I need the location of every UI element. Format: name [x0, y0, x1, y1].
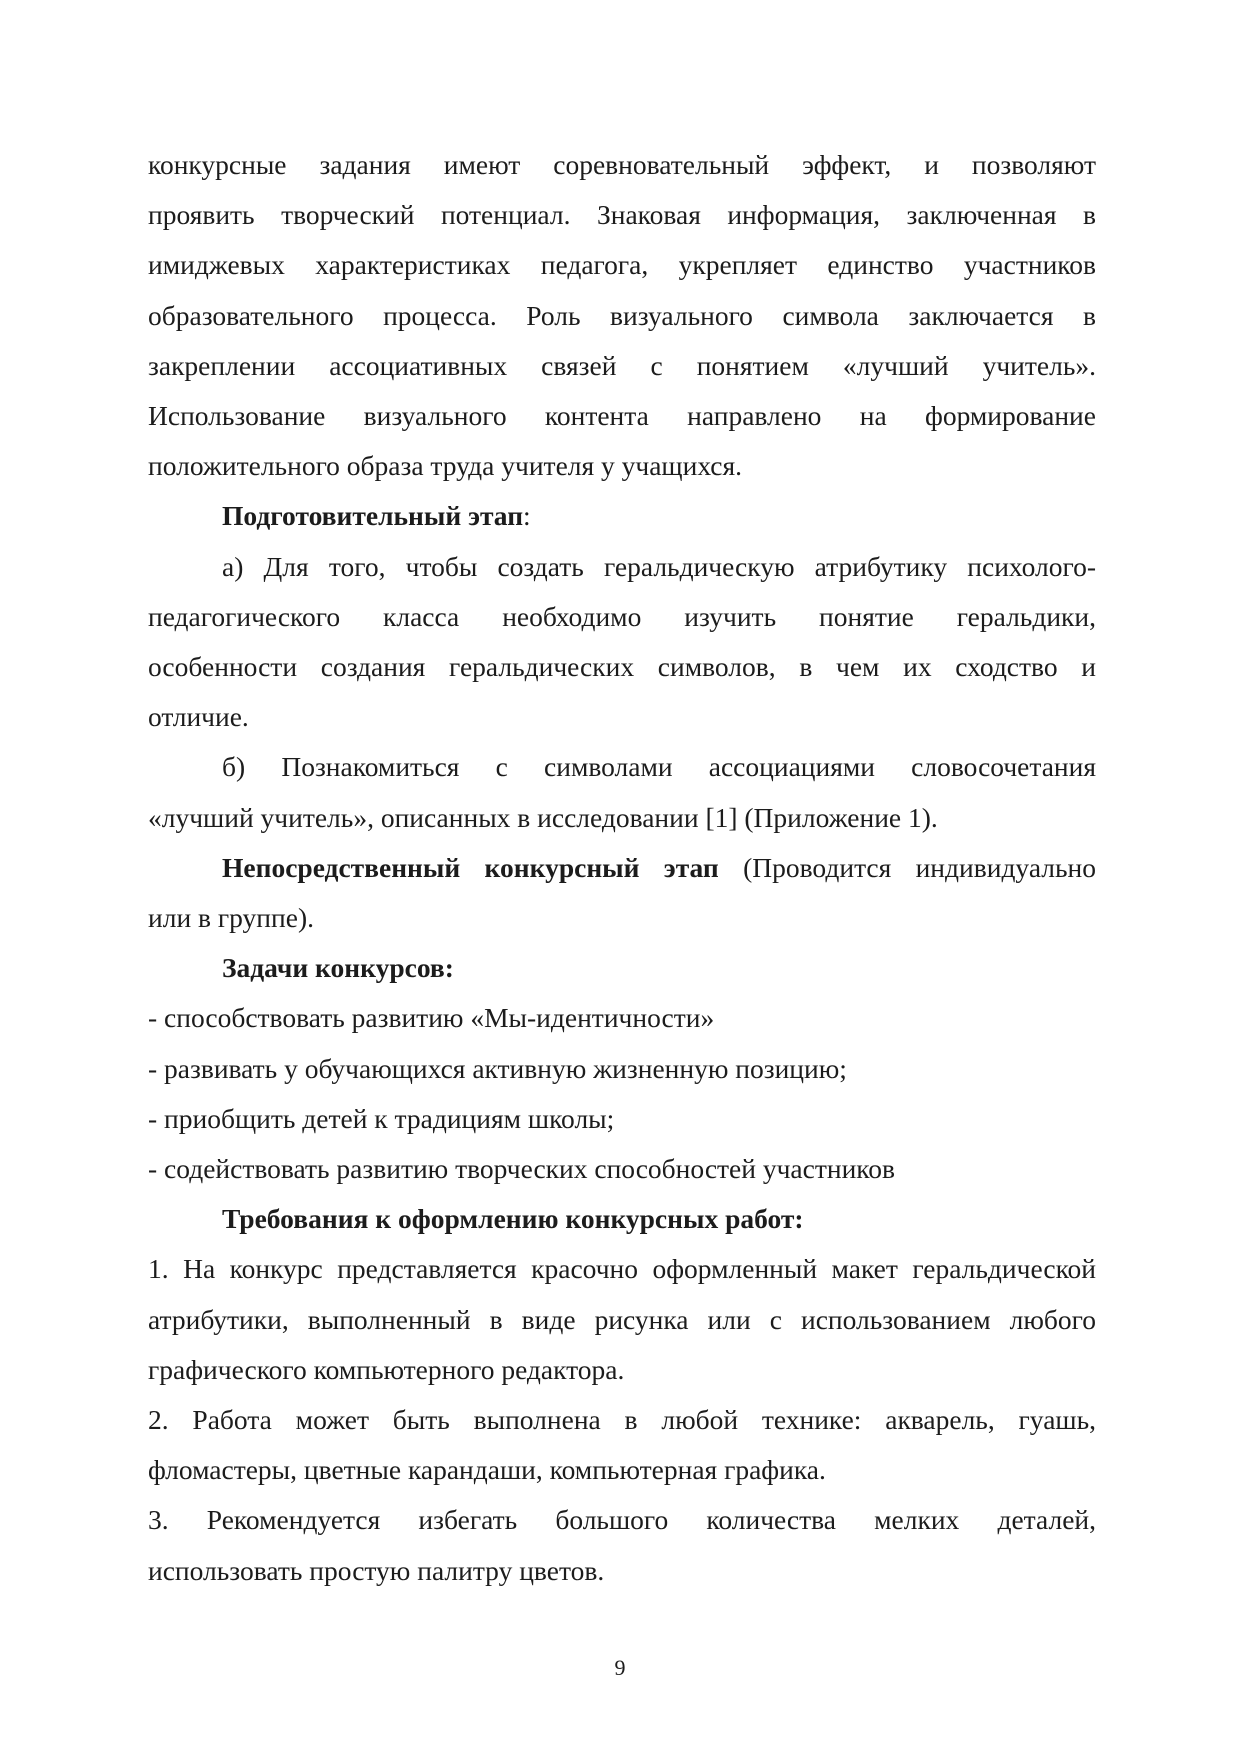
tasks-list	[148, 993, 1096, 1194]
text-line	[148, 843, 1096, 893]
text-line: имиджевых характеристиках педагога, укрепляет единство участников	[148, 249, 1096, 281]
requirement-item-3	[148, 1495, 1096, 1595]
text-line: 3. Рекомендуется избегать большого количества мелких деталей,	[148, 1504, 1096, 1536]
list-item: - развивать у обучающихся активную жизненную позицию;	[148, 1052, 847, 1084]
prep-stage-heading-text: Подготовительный этап	[222, 500, 524, 532]
text-line: атрибутики, выполненный в виде рисунка или с использованием любого	[148, 1303, 1096, 1335]
list-item: - способствовать развитию «Мы-идентичности»	[148, 1002, 715, 1034]
prep-stage-heading	[148, 491, 1096, 541]
text-line: 2. Работа может быть выполнена в любой технике: акварель, гуашь,	[148, 1404, 1096, 1436]
text-line: а) Для того, чтобы создать геральдическую атрибутику психолого-	[222, 550, 1096, 582]
text-line: закреплении ассоциативных связей с понятием «лучший учитель».	[148, 349, 1096, 381]
prep-stage-heading-suffix: :	[523, 500, 531, 532]
text-line: образовательного процесса. Роль визуального символа заключается в	[148, 299, 1096, 331]
text-line: конкурсные задания имеют соревновательный эффект, и позволяют	[148, 149, 1096, 180]
text-line: проявить творческий потенциал. Знаковая информация, заключенная в	[148, 199, 1096, 231]
requirement-item-2	[148, 1395, 1096, 1495]
text-line: 1. На конкурс представляется красочно оформленный макет геральдической	[148, 1253, 1096, 1285]
page-number: 9	[614, 1655, 626, 1680]
requirements-heading: Требования к оформлению конкурсных работ:	[222, 1203, 804, 1235]
list-item: - приобщить детей к традициям школы;	[148, 1102, 615, 1134]
text-line: положительного образа труда учителя у учащихся.	[148, 450, 743, 482]
text-line: отличие.	[148, 701, 249, 733]
text-line: использовать простую палитру цветов.	[148, 1554, 605, 1586]
text-line: «лучший учитель», описанных в исследовании [1] (Приложение 1).	[148, 801, 938, 833]
requirement-item-1	[148, 1244, 1096, 1395]
prep-item-b	[148, 742, 1096, 842]
text-line: графического компьютерного редактора.	[148, 1353, 625, 1385]
text-line: педагогического класса необходимо изучить понятие геральдики,	[148, 600, 1096, 632]
text-line: фломастеры, цветные карандаши, компьютерная графика.	[148, 1454, 826, 1486]
document-page	[148, 140, 1096, 1596]
contest-stage-paragraph	[148, 843, 1096, 943]
intro-paragraph	[148, 140, 1096, 491]
contest-stage-heading: Непосредственный конкурсный этап	[222, 851, 719, 883]
text-line: или в группе).	[148, 902, 314, 934]
tasks-heading: Задачи конкурсов:	[222, 952, 454, 984]
prep-item-a	[148, 542, 1096, 743]
text-line: б) Познакомиться с символами ассоциациями словосочетания	[222, 751, 1096, 783]
text-line: Использование визуального контента направлено на формирование	[148, 400, 1096, 432]
contest-stage-note: (Проводится индивидуально	[718, 851, 1096, 883]
list-item: - содействовать развитию творческих способностей участников	[148, 1153, 895, 1185]
text-line: особенности создания геральдических символов, в чем их сходство и	[148, 651, 1096, 683]
